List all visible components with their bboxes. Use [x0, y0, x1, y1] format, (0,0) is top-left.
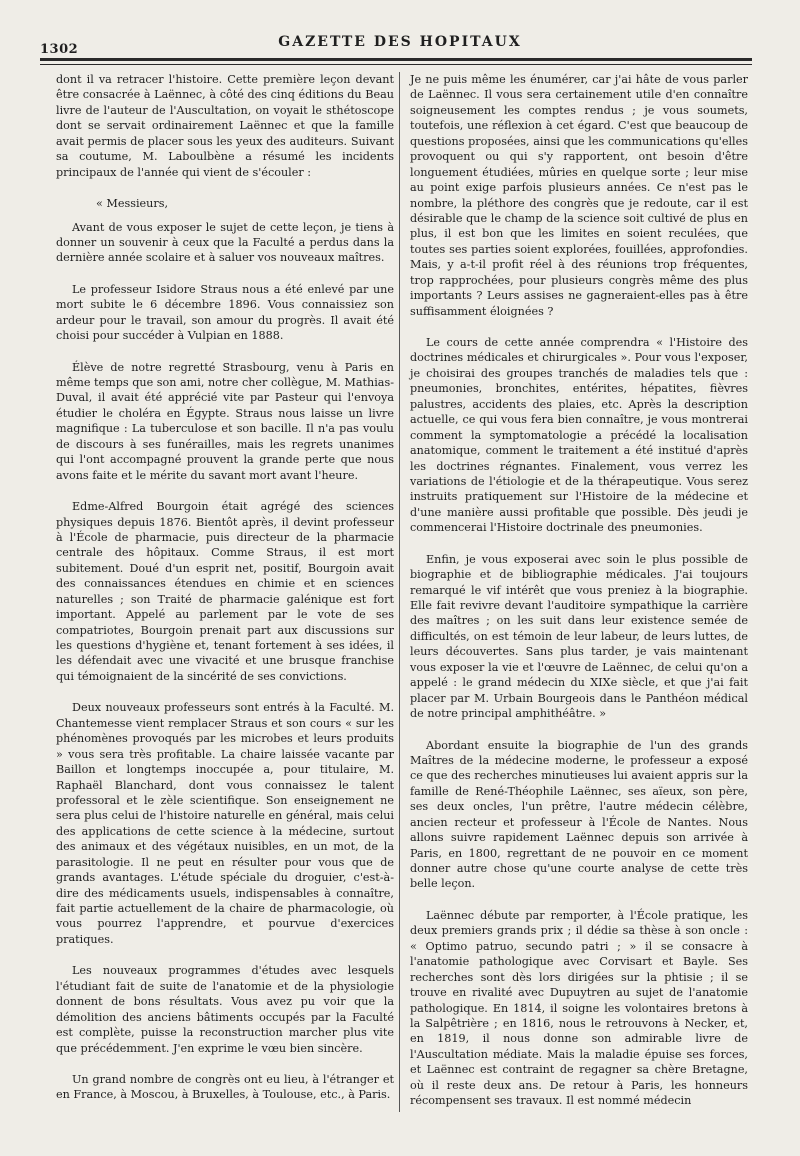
header-rule-thick — [40, 58, 752, 61]
paragraph: Enfin, je vous exposerai avec soin le plus possible de biographie et de bibliographie médicales. J'ai toujours remarqué le vif intérêt que vous preniez à la biographie. Elle fait revivre devant l'auditoire sympathique la carrière des maîtres ; on les suit dans leur existence semée de difficultés, on est témoin de leur labeur, de leurs luttes, de leurs découvertes. Sans plus tarder, je vais maintenant vous exposer la vie et l'œuvre de Laënnec, de celui qu'on a appelé : le grand médecin du XIXe siècle, et que j'ai fait placer par M. Urbain Bourgeois dans le Panthéon médical de notre principal amphithéâtre. » — [410, 552, 748, 721]
column-divider — [399, 72, 400, 1112]
salutation: « Messieurs, — [96, 197, 169, 211]
paragraph: Deux nouveaux professeurs sont entrés à la Faculté. M. Chantemesse vient remplacer Straus et son cours « sur les phénomènes provoqués par les microbes et leurs produits » vous sera très profitable. La chaire laissée vacante par Baillon et longtemps inoccupée a, pour titulaire, M. Raphaël Blanchard, dont vous connaissez le talent professoral et le zèle scientifique. Son enseignement ne sera plus celui de l'histoire naturelle en général, mais celui des applications de cette science à la médecine, surtout des animaux et des végétaux nuisibles, en un mot, de la parasitologie. Il ne peut en résulter pour vous que de grands avantages. L'étude spéciale du droguier, c'est-à-dire des médicaments usuels, indispensables à connaître, fait partie actuellement de la chaire de pharmacologie, où vous pourrez l'apprendre, et pourvue d'exercices pratiques. — [56, 701, 394, 946]
paragraph: Edme-Alfred Bourgoin était agrégé des sciences physiques depuis 1876. Bientôt après, il devint professeur à l'École de pharmacie, puis directeur de la pharmacie centrale des hôpitaux. Comme Straus, il est mort subitement. Doué d'un esprit net, positif, Bourgoin avait des connaissances étendues en chimie et en sciences naturelles ; son Traité de pharmacie galénique est fort important. Appelé au parlement par le vote de ses compatriotes, Bourgoin prenait part aux discussions sur les questions d'hygiène et, tenant fortement à ses idées, il les défendait avec une vivacité et une brusque franchise qui témoignaient de la sincérité de ses convictions. — [56, 500, 394, 683]
left-column — [56, 72, 394, 1119]
paragraph: Élève de notre regretté Strasbourg, venu à Paris en même temps que son ami, notre cher collègue, M. Mathias-Duval, il avait été apprécié vite par Pasteur qui l'envoya étudier le choléra en Égypte. Straus nous laisse un livre magnifique : La tuberculose et son bacille. Il n'a pas voulu de discours à ses funérailles, mais les regrets unanimes qui l'ont accompagné prouvent la grande perte que nous avons faite et le mérite du savant mort avant l'heure. — [56, 360, 394, 482]
page-header — [40, 32, 760, 58]
journal-title: GAZETTE DES HOPITAUX — [278, 34, 522, 50]
paragraph: Je ne puis même les énumérer, car j'ai hâte de vous parler de Laënnec. Il vous sera certainement utile d'en connaître soigneusement les comptes rendus ; je vous soumets, toutefois, une réflexion à cet égard. C'est que beaucoup de questions proposées, ainsi que les communications qu'elles provoquent ou qui s'y rapportent, ont besoin d'être longuement étudiées, mûries en quelque sorte ; leur mise au point exige parfois plusieurs années. Ce n'est pas le nombre, la pléthore des congrès que je redoute, car il est désirable que le champ de la science soit cultivé de plus en plus, il est bon que les limites en soient reculées, que toutes ses parties soient explorées, fouillées, approfondies. Mais, y a-t-il profit réel à des réunions trop fréquentes, trop rapprochées, pour plusieurs congrès même des plus importants ? Leurs assises ne gagneraient-elles pas à être suffisamment éloignées ? — [410, 73, 748, 318]
paragraph: Abordant ensuite la biographie de l'un des grands Maîtres de la médecine moderne, le professeur a exposé ce que des recherches minutieuses lui avaient appris sur la famille de René-Théophile Laënnec, ses aïeux, son père, ses deux oncles, l'un prêtre, l'autre médecin célèbre, ancien recteur et professeur à l'École de Nantes. Nous allons suivre rapidement Laënnec depuis son arrivée à Paris, en 1800, regrettant de ne pouvoir en ce moment donner autre chose qu'une courte analyse de cette très belle leçon. — [410, 738, 748, 891]
paragraph: Avant de vous exposer le sujet de cette leçon, je tiens à donner un souvenir à ceux que la Faculté a perdus dans la dernière année scolaire et à saluer vos nouveaux maîtres. — [56, 220, 394, 265]
paragraph: Un grand nombre de congrès ont eu lieu, à l'étranger et en France, à Moscou, à Bruxelles, à Toulouse, etc., à Paris. — [56, 1072, 394, 1102]
right-column — [410, 72, 748, 1125]
paragraph: Le professeur Isidore Straus nous a été enlevé par une mort subite le 6 décembre 1896. Vous connaissiez son ardeur pour le travail, son amour du progrès. Il avait été choisi pour succéder à Vulpian en 1888. — [56, 282, 394, 343]
paragraph: Les nouveaux programmes d'études avec lesquels l'étudiant fait de suite de l'anatomie et de la physiologie donnent de bons résultats. Vous avez pu voir que la démolition des anciens bâtiments occupés par la Faculté est complète, puisse la reconstruction marcher plus vite que précédemment. J'en exprime le vœu bien sincère. — [56, 964, 394, 1055]
paragraph: dont il va retracer l'histoire. Cette première leçon devant être consacrée à Laënnec, à côté des cinq éditions du Beau livre de l'auteur de l'Auscultation, on voyait le sthétoscope dont se servait ordinairement Laënnec et que la famille avait permis de placer sous les yeux des auditeurs. Suivant sa coutume, M. Laboulbène a résumé les incidents principaux de l'année qui vient de s'écouler : — [56, 73, 394, 179]
page-number: 1302 — [40, 42, 79, 57]
header-rule-thin — [40, 64, 752, 65]
paragraph: Laënnec débute par remporter, à l'École pratique, les deux premiers grands prix ; il dédie sa thèse à son oncle : « Optimo patruo, secundo patri ; » il se consacre à l'anatomie pathologique avec Corvisart et Bayle. Ses recherches sont dès lors dirigées sur la phtisie ; il se trouve en rivalité avec Dupuytren au sujet de l'anatomie pathologique. En 1814, il soigne les volontaires bretons à la Salpêtrière ; en 1816, nous le retrouvons à Necker, et, en 1819, il nous donne son admirable livre de l'Auscultation médiate. Mais la maladie épuise ses forces, et Laënnec est contraint de regagner sa chère Bretagne, où il reste deux ans. De retour à Paris, les honneurs récompensent ses travaux. Il est nommé médecin — [410, 908, 748, 1108]
paragraph: Le cours de cette année comprendra « l'Histoire des doctrines médicales et chirurgicales ». Pour vous l'exposer, je choisirai des groupes tranchés de maladies tels que : pneumonies, bronchites, entérites, hépatites, fièvres palustres, accidents des plaies, etc. Après la description actuelle, ce qui vous fera bien connaître, je vous montrerai comment la symptomatologie a précédé la localisation anatomique, comment le traitement a été institué d'après les doctrines régnantes. Finalement, vous verrez les variations de l'étiologie et de la thérapeutique. Vous serez instruits pratiquement sur l'Histoire de la médecine et d'une manière aussi profitable que possible. Dès jeudi je commencerai l'Histoire doctrinale des pneumonies. — [410, 336, 748, 535]
